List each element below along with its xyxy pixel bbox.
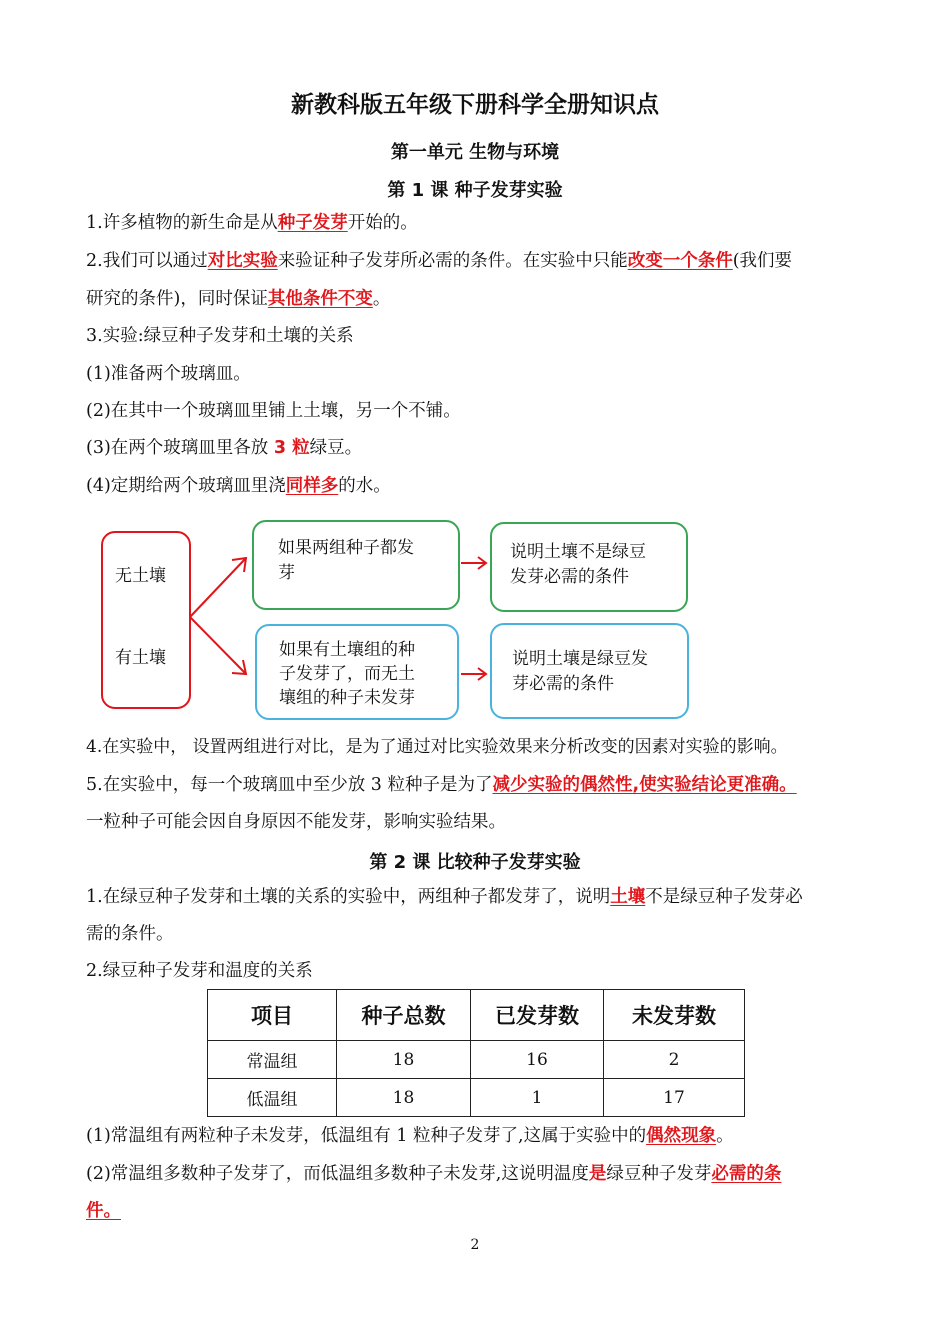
lesson1-point-2-cont: 研究的条件)，同时保证其他条件不变。 (86, 289, 391, 309)
lesson1-title: 第 1 课 种子发芽实验 (387, 180, 563, 201)
table-header: 已发芽数 (471, 990, 604, 1041)
document-title: 新教科版五年级下册科学全册知识点 (291, 92, 659, 118)
with-soil-label: 有土壤 (115, 648, 166, 668)
no-soil-label: 无土壤 (115, 566, 166, 586)
condition-box (101, 531, 191, 709)
table-cell: 18 (337, 1079, 471, 1117)
table-header-row (208, 990, 745, 1041)
hypothesis-box-bottom: 如果有土壤组的种 子发芽了，而无土 壤组的种子未发芽 (255, 624, 459, 720)
unit-title: 第一单元 生物与环境 (390, 142, 560, 163)
table-cell: 1 (471, 1079, 604, 1117)
keyword: 是 (588, 1164, 607, 1184)
table-header: 未发芽数 (604, 990, 745, 1041)
keyword: 对比实验 (207, 251, 278, 271)
table-cell: 18 (337, 1041, 471, 1079)
lesson2-point-1-cont: 需的条件。 (86, 924, 174, 944)
keyword: 必需的条 (711, 1164, 782, 1184)
lesson2-title: 第 2 课 比较种子发芽实验 (369, 852, 581, 873)
keyword: 减少实验的偶然性,使实验结论更准确。 (492, 775, 797, 795)
conclusion-box-top: 说明土壤不是绿豆 发芽必需的条件 (490, 522, 688, 612)
lesson1-point-3: 3.实验:绿豆种子发芽和土壤的关系 (86, 326, 354, 346)
table-cell: 17 (604, 1079, 745, 1117)
step-1: (1)准备两个玻璃皿。 (86, 364, 251, 384)
keyword: 其他条件不变 (267, 289, 373, 309)
table-row (208, 1079, 745, 1117)
keyword: 土壤 (610, 887, 646, 907)
lesson1-point-4: 4.在实验中， 设置两组进行对比，是为了通过对比实验效果来分析改变的因素对实验的影响。 (86, 737, 788, 757)
table-cell: 2 (604, 1041, 745, 1079)
note-1: (1)常温组有两粒种子未发芽，低温组有 1 粒种子发芽了,这属于实验中的偶然现象。 (86, 1126, 734, 1146)
step-2: (2)在其中一个玻璃皿里铺上土壤，另一个不铺。 (86, 401, 461, 421)
lesson1-point-5: 5.在实验中，每一个玻璃皿中至少放 3 粒种子是为了减少实验的偶然性,使实验结论更准确。 (86, 775, 797, 795)
lesson1-point-1: 1.许多植物的新生命是从种子发芽开始的。 (86, 213, 418, 233)
page-number: 2 (470, 1237, 480, 1253)
step-3: (3)在两个玻璃皿里各放 3 粒绿豆。 (86, 438, 363, 458)
keyword: 种子发芽 (277, 213, 348, 233)
keyword: 改变一个条件 (627, 251, 733, 271)
keyword: 件。 (86, 1201, 121, 1221)
step-4: (4)定期给两个玻璃皿里浇同样多的水。 (86, 476, 391, 496)
lesson1-point-2: 2.我们可以通过对比实验来验证种子发芽所必需的条件。在实验中只能改变一个条件(我们要 (86, 251, 793, 271)
keyword: 3 粒 (273, 438, 310, 458)
lesson1-point-5-cont: 一粒种子可能会因自身原因不能发芽，影响实验结果。 (86, 812, 506, 832)
keyword: 同样多 (285, 476, 339, 496)
table-row (208, 1041, 745, 1079)
note-2-cont (86, 1200, 121, 1222)
table-cell: 低温组 (208, 1079, 337, 1117)
conclusion-box-bottom: 说明土壤是绿豆发 芽必需的条件 (490, 623, 689, 719)
table-header: 种子总数 (337, 990, 471, 1041)
table-header: 项目 (208, 990, 337, 1041)
table-cell: 常温组 (208, 1041, 337, 1079)
germination-table (207, 989, 745, 1117)
table-cell: 16 (471, 1041, 604, 1079)
lesson2-point-2: 2.绿豆种子发芽和温度的关系 (86, 961, 313, 981)
note-2: (2)常温组多数种子发芽了，而低温组多数种子未发芽,这说明温度是绿豆种子发芽必需的条 (86, 1164, 782, 1184)
hypothesis-box-top: 如果两组种子都发 芽 (252, 520, 460, 610)
lesson2-point-1: 1.在绿豆种子发芽和土壤的关系的实验中，两组种子都发芽了，说明土壤不是绿豆种子发芽必 (86, 887, 803, 907)
keyword: 偶然现象 (646, 1126, 717, 1146)
